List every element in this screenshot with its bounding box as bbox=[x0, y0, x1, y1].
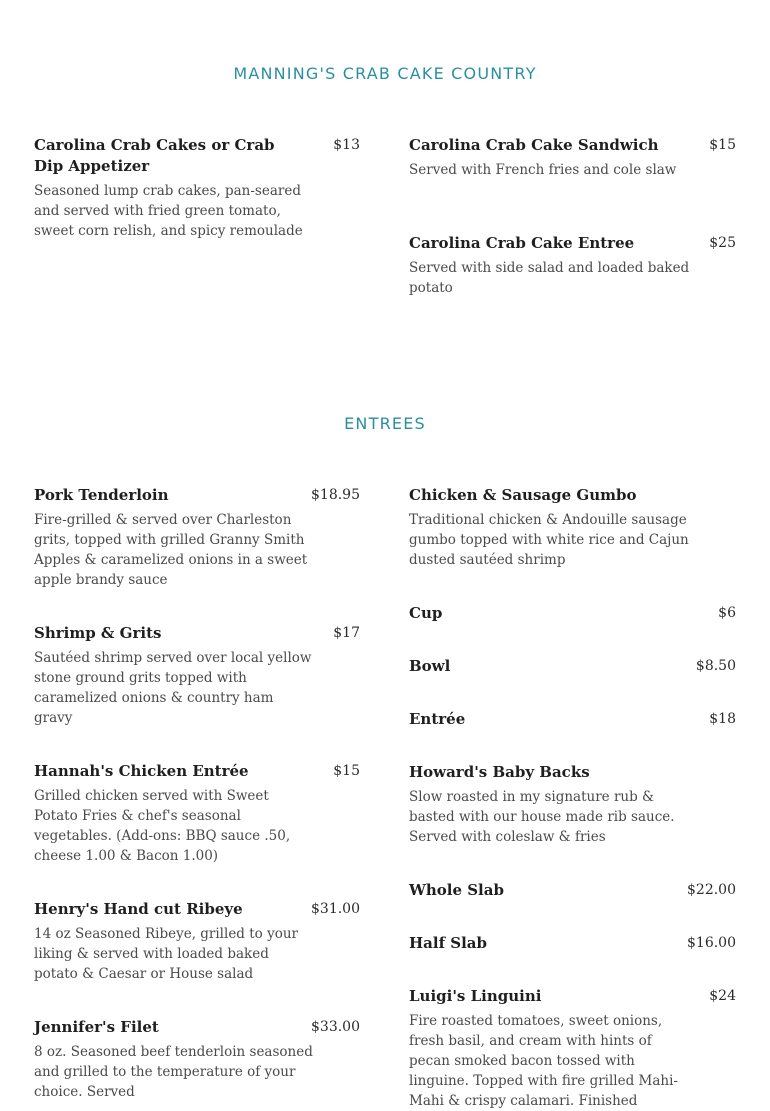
menu-item-size bbox=[409, 709, 736, 730]
item-price: $13 bbox=[333, 137, 360, 153]
item-description: Served with French fries and cole slaw bbox=[409, 162, 677, 178]
item-price: $18 bbox=[709, 711, 736, 727]
item-description: Sautéed shrimp served over local yellow stone ground grits topped with caramelized onions & country ham gravy bbox=[34, 650, 312, 726]
section-title-entrees: ENTREES bbox=[344, 414, 426, 433]
item-description: Fire roasted tomatoes, sweet onions, fresh basil, and cream with hints of pecan smoked bacon tossed with linguine. Topped with fire grilled Mahi-Mahi & crispy calamari. Finished bbox=[409, 1013, 678, 1109]
menu-item-size bbox=[409, 933, 736, 954]
menu-item bbox=[409, 762, 736, 847]
menu-item bbox=[409, 233, 736, 298]
menu-item bbox=[409, 135, 736, 180]
item-name: Chicken & Sausage Gumbo bbox=[409, 486, 637, 504]
item-description: 14 oz Seasoned Ribeye, grilled to your liking & served with loaded baked potato & Caesar or House salad bbox=[34, 926, 298, 982]
item-description: Fire-grilled & served over Charleston grits, topped with grilled Granny Smith Apples & caramelized onions in a sweet apple brandy sauce bbox=[34, 512, 308, 588]
menu-item bbox=[34, 899, 360, 984]
menu-item-size bbox=[409, 880, 736, 901]
section-title-crab-cake-country: MANNING'S CRAB CAKE COUNTRY bbox=[233, 64, 537, 83]
item-name: Carolina Crab Cakes or Crab Dip Appetizer bbox=[34, 136, 275, 175]
menu-item bbox=[409, 485, 736, 570]
item-price: $33.00 bbox=[311, 1019, 360, 1035]
item-name: Henry's Hand cut Ribeye bbox=[34, 900, 243, 918]
item-name: Whole Slab bbox=[409, 881, 504, 899]
menu-item bbox=[409, 986, 736, 1111]
item-name: Entrée bbox=[409, 710, 466, 728]
item-name: Cup bbox=[409, 604, 443, 622]
item-name: Half Slab bbox=[409, 934, 488, 952]
menu-item-size bbox=[409, 656, 736, 677]
item-price: $8.50 bbox=[695, 658, 736, 674]
menu-item bbox=[34, 135, 360, 241]
item-name: Carolina Crab Cake Sandwich bbox=[409, 136, 659, 154]
item-price: $18.95 bbox=[311, 487, 360, 503]
item-name: Shrimp & Grits bbox=[34, 624, 162, 642]
menu-item-size bbox=[409, 603, 736, 624]
item-description: Traditional chicken & Andouille sausage gumbo topped with white rice and Cajun dusted sautéed shrimp bbox=[409, 512, 689, 568]
item-price: $31.00 bbox=[311, 901, 360, 917]
item-description: Grilled chicken served with Sweet Potato Fries & chef's seasonal vegetables. (Add-ons: BBQ sauce .50, cheese 1.00 & Bacon 1.00) bbox=[34, 788, 291, 864]
item-price: $22.00 bbox=[687, 882, 736, 898]
item-name: Luigi's Linguini bbox=[409, 987, 542, 1005]
item-price: $6 bbox=[718, 605, 736, 621]
item-name: Howard's Baby Backs bbox=[409, 763, 590, 781]
item-name: Hannah's Chicken Entrée bbox=[34, 762, 249, 780]
item-name: Bowl bbox=[409, 657, 451, 675]
item-price: $17 bbox=[333, 625, 360, 641]
item-price: $15 bbox=[333, 763, 360, 779]
menu-item bbox=[34, 761, 360, 866]
item-description: Served with side salad and loaded baked potato bbox=[409, 260, 690, 296]
item-name: Pork Tenderloin bbox=[34, 486, 169, 504]
item-description: Slow roasted in my signature rub & basted with our house made rib sauce. Served with coleslaw & fries bbox=[409, 789, 675, 845]
menu-item bbox=[34, 623, 360, 728]
menu-item bbox=[34, 485, 360, 590]
item-price: $25 bbox=[709, 235, 736, 251]
item-name: Jennifer's Filet bbox=[34, 1018, 159, 1036]
item-price: $24 bbox=[709, 988, 736, 1004]
item-name: Carolina Crab Cake Entree bbox=[409, 234, 635, 252]
item-description: Seasoned lump crab cakes, pan-seared and served with fried green tomato, sweet corn relish, and spicy remoulade bbox=[34, 183, 303, 239]
item-price: $16.00 bbox=[687, 935, 736, 951]
item-price: $15 bbox=[709, 137, 736, 153]
item-description: 8 oz. Seasoned beef tenderloin seasoned and grilled to the temperature of your choice. Served bbox=[34, 1044, 313, 1100]
menu-item bbox=[34, 1017, 360, 1102]
